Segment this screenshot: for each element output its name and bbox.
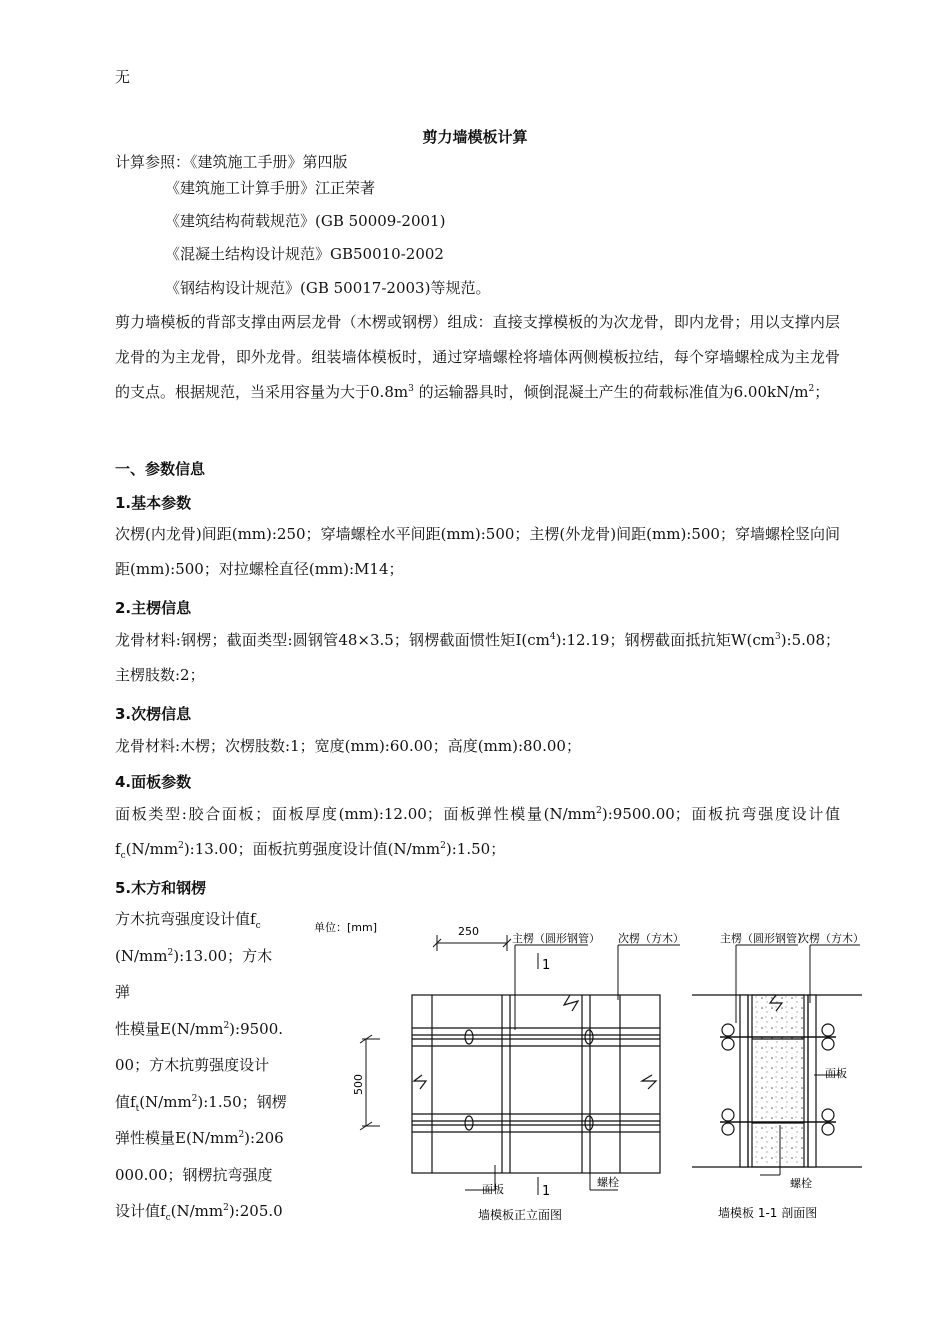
bolt-label-section: 螺栓 — [790, 1177, 812, 1190]
section-mark-bottom: 1 — [542, 1184, 551, 1199]
elevation-leaders — [465, 945, 680, 1195]
unit-label: 单位：[mm] — [314, 921, 378, 934]
basic-params-paragraph: 次楞(内龙骨)间距(mm):250；穿墙螺栓水平间距(mm):500；主楞(外龙骨)间距(mm):500；穿墙螺栓竖向间距(mm):500；对拉螺栓直径(mm):M14； — [115, 525, 840, 578]
subsection-heading: 2.主楞信息 — [115, 599, 192, 617]
panel-label-elevation: 面板 — [482, 1183, 504, 1196]
header-mark: 无 — [115, 68, 131, 86]
panel-label-section: 面板 — [825, 1067, 847, 1080]
section-caption: 墙模板 1-1 剖面图 — [718, 1206, 818, 1220]
panel-params-paragraph: 面板类型:胶合面板；面板厚度(mm):12.00；面板弹性模量$(N/mm^2):9500.00$；面板抗弯强度设计值$f_c(N/mm^2):13.00$；面板抗剪强度设计值$(N/mm^2):1.50$； — [115, 805, 841, 861]
ref-item: 《混凝土结构设计规范》GB50010-2002 — [165, 245, 444, 263]
subsection-heading: 5.木方和钢楞 — [115, 879, 207, 897]
refs-intro: 计算参照：《建筑施工手册》第四版 — [115, 153, 348, 171]
section-heading: 一、参数信息 — [115, 460, 206, 478]
page-title: 剪力墙模板计算 — [422, 128, 528, 146]
ref-item: 《建筑结构荷载规范》(GB 50009-2001) — [165, 212, 446, 230]
main-keel-label-elevation: 主楞（圆形钢管） — [512, 932, 600, 945]
elevation-caption: 墙模板正立面图 — [478, 1208, 563, 1222]
main-keel-label-section: 主楞（圆形钢管） — [720, 932, 808, 945]
elevation-view — [412, 995, 660, 1173]
section-mark-top: 1 — [542, 958, 551, 973]
main-keel-paragraph: 龙骨材料:钢楞；截面类型:圆钢管48×3.5；钢楞截面惯性矩$I(cm^4):12.19$；钢楞截面抵抗矩$W(cm^3):5.08$；主楞肢数:2； — [115, 631, 840, 684]
subsection-heading: 3.次楞信息 — [115, 705, 192, 723]
sub-keel-label-section: 次楞（方木） — [798, 932, 864, 945]
sub-keel-paragraph: 龙骨材料:木楞；次楞肢数:1；宽度(mm):60.00；高度(mm):80.00； — [115, 737, 581, 755]
ref-item: 《建筑施工计算手册》江正荣著 — [165, 179, 376, 197]
intro-paragraph: 剪力墙模板的背部支撑由两层龙骨（木楞或钢楞）组成：直接支撑模板的为次龙骨，即内龙骨；用以支撑内层龙骨的为主龙骨，即外龙骨。组装墙体模板时，通过穿墙螺栓将墙体两侧模板拉结，每个穿墙螺栓成为主龙骨的支点。根据规范，当采用容量为大于$0.8m^3$ 的运输器具时，倾倒混凝土产生的荷载标准值为$6.00kN/m^2$； — [115, 313, 840, 401]
sub-keel-label-elevation: 次楞（方木） — [618, 932, 684, 945]
formwork-diagram — [300, 905, 880, 1235]
dim-250-label: 250 — [458, 925, 479, 938]
dim-500-label: 500 — [352, 1074, 365, 1095]
subsection-heading: 1.基本参数 — [115, 494, 192, 512]
bolt-label-elevation: 螺栓 — [597, 1176, 619, 1189]
subsection-heading: 4.面板参数 — [115, 773, 192, 791]
ref-item: 《钢结构设计规范》(GB 50017-2003)等规范。 — [165, 279, 491, 297]
timber-steel-paragraph: 方木抗弯强度设计值$f_c$ $(N/mm^2):13.00$；方木弹 性模量$E(N/mm^2):9500$. 00；方木抗剪强度设计 值$f_t(N/mm^2):1.50$；钢楞 弹性模量$E(N/mm^2):206$ 000.00；钢楞抗弯强度 设计值$f_c(N/mm^2):205.0$ — [115, 910, 287, 1223]
section-view — [692, 995, 862, 1167]
